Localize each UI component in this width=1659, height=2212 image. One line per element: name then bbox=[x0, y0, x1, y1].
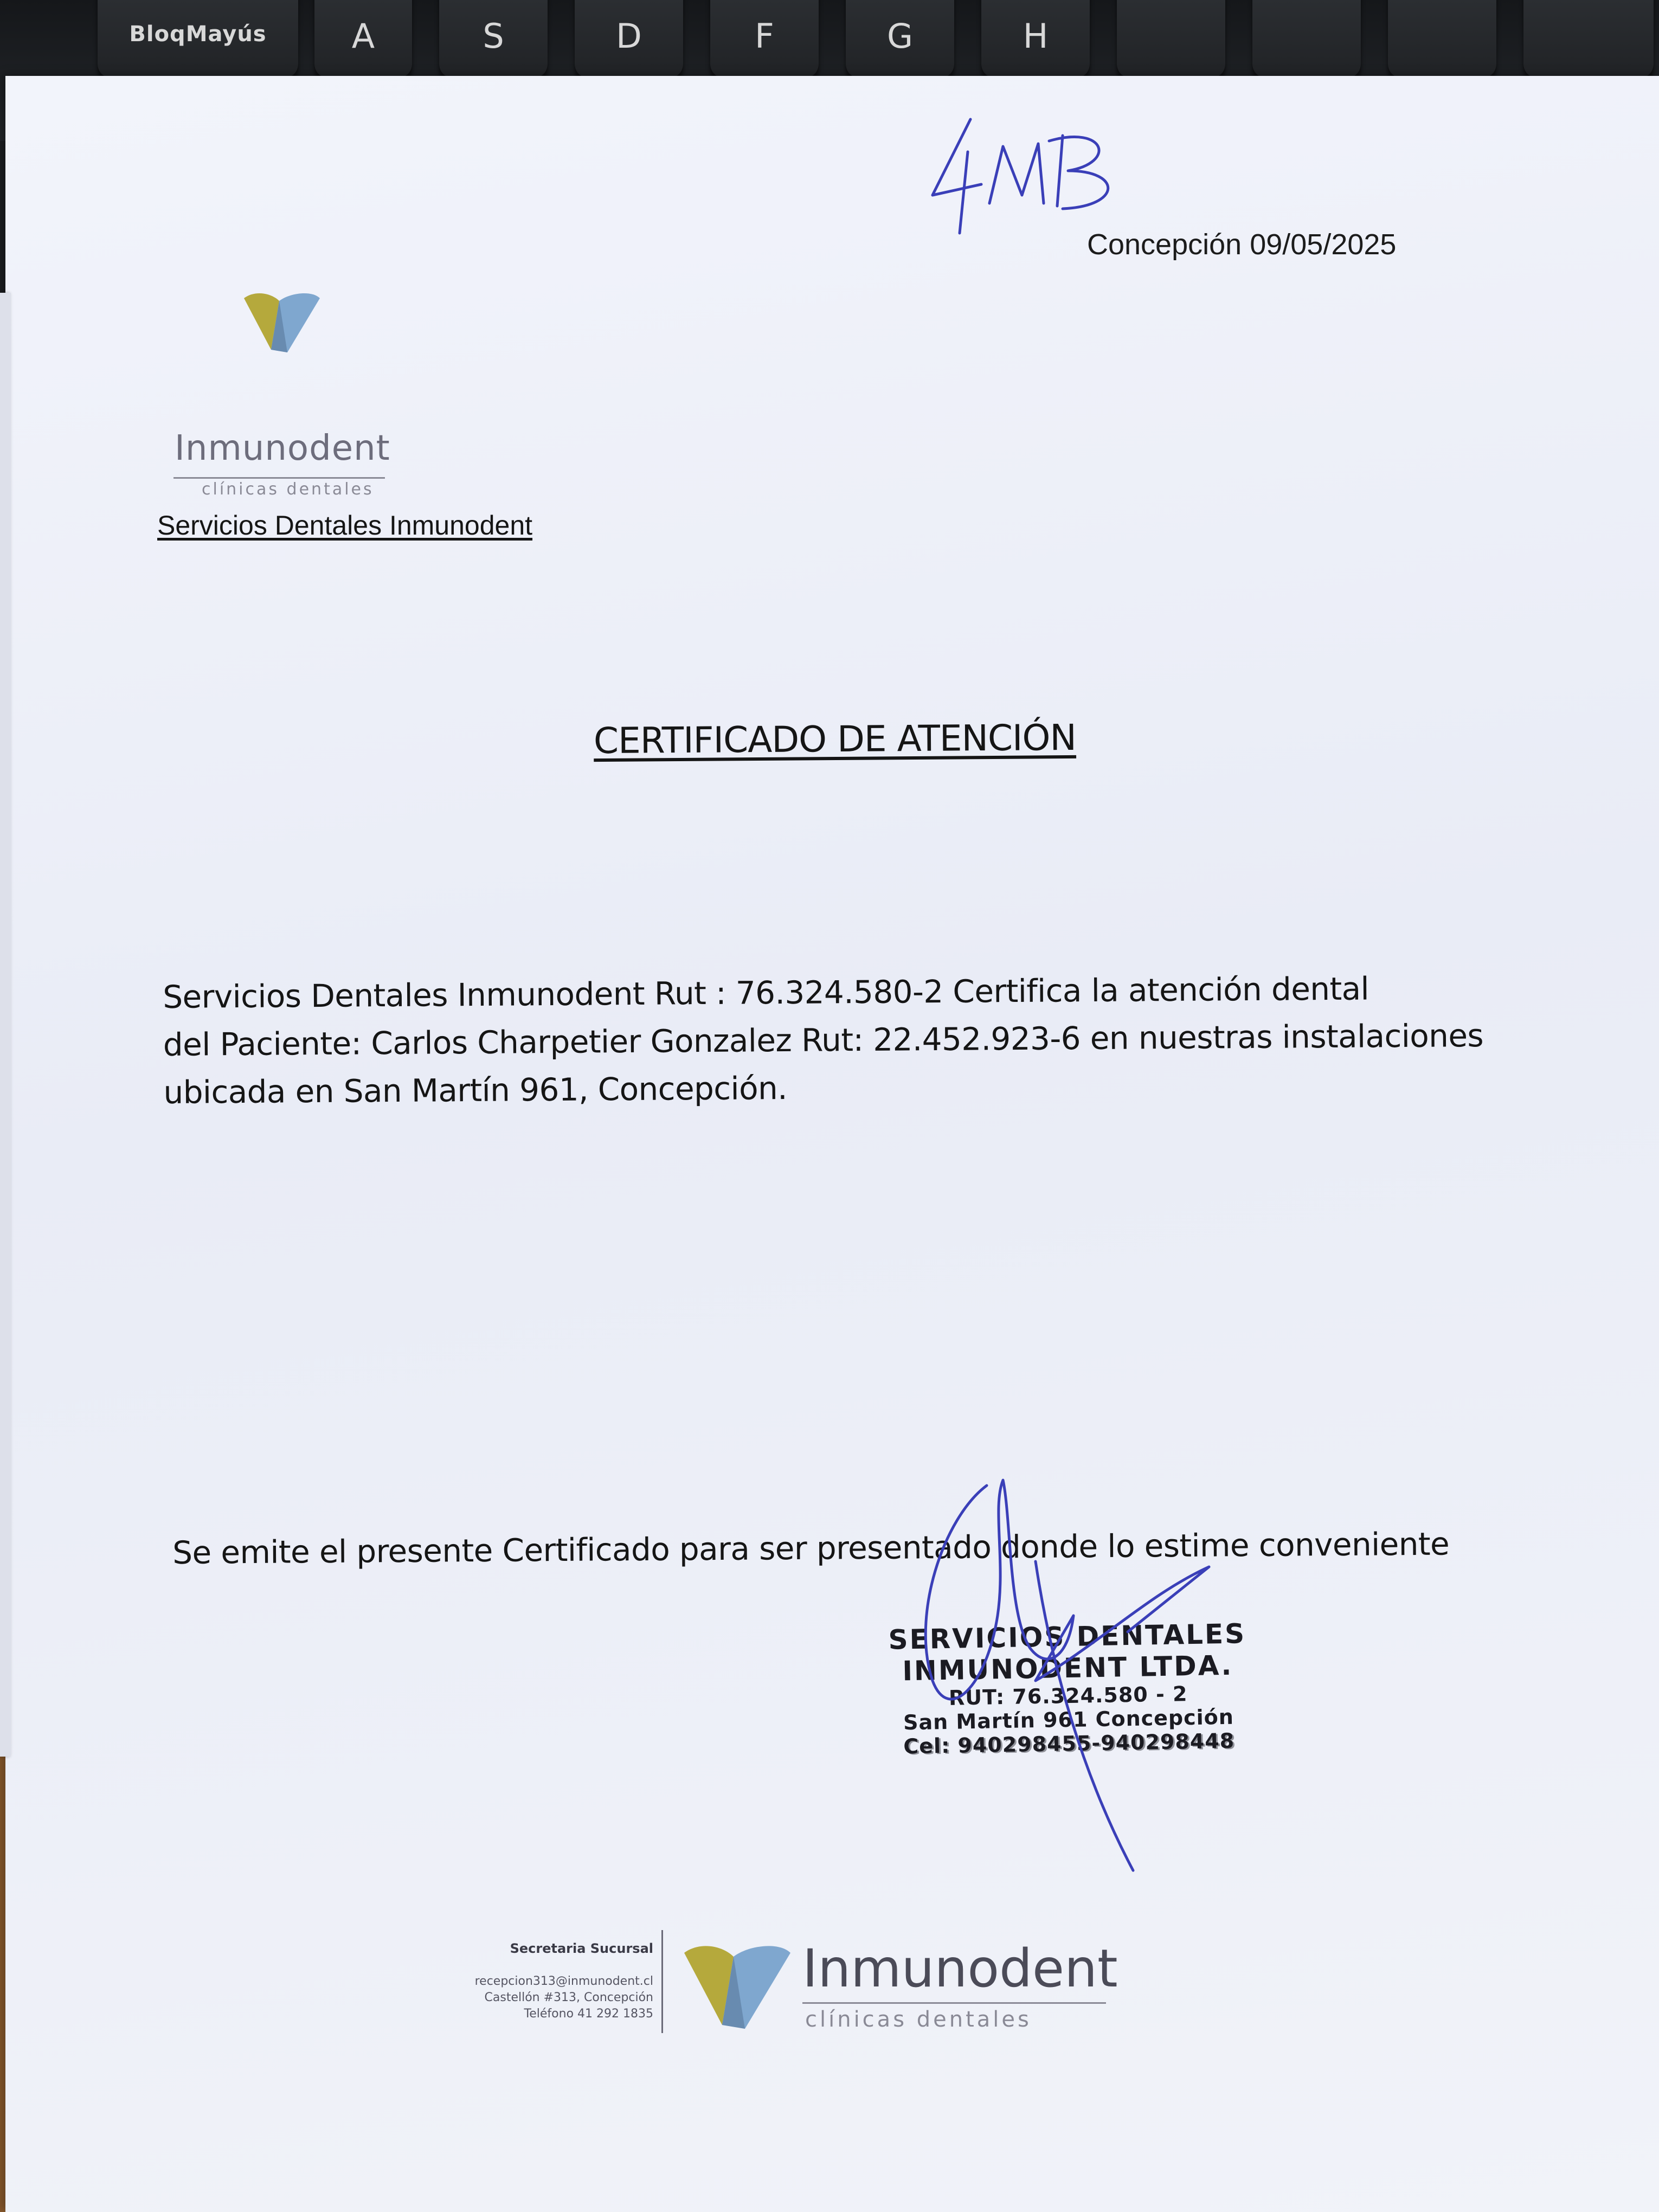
contact-phone: Teléfono 41 292 1835 bbox=[524, 2007, 653, 2021]
key-blank bbox=[1117, 0, 1225, 81]
logo-rule bbox=[173, 477, 385, 479]
key-blank bbox=[1523, 0, 1654, 81]
company-stamp bbox=[872, 1618, 1264, 1759]
footer-branding bbox=[428, 1930, 1133, 2039]
date-line: Concepción 09/05/2025 bbox=[1087, 228, 1397, 261]
stamp-line: RUT: 76.324.580 - 2 bbox=[948, 1682, 1188, 1710]
key-label: H bbox=[1023, 16, 1049, 56]
logo-tagline: clínicas dentales bbox=[202, 480, 374, 499]
certificate-sheet bbox=[5, 76, 1659, 2212]
key-blank bbox=[1252, 0, 1361, 81]
key-blank bbox=[1388, 0, 1496, 81]
key-label: BloqMayús bbox=[129, 22, 267, 47]
tooth-logo-icon bbox=[680, 1938, 794, 2036]
footer-rule bbox=[802, 2002, 1106, 2004]
body-line: ubicada en San Martín 961, Concepción. bbox=[163, 1069, 788, 1111]
logo-brand-text: Inmunodent bbox=[175, 428, 390, 468]
key-label: D bbox=[616, 16, 642, 56]
org-name: Servicios Dentales Inmunodent bbox=[157, 510, 533, 541]
footer-brand-text: Inmunodent bbox=[802, 1938, 1118, 1999]
contact-email: recepcion313@inmunodent.cl bbox=[474, 1975, 653, 1988]
closing-statement: Se emite el presente Certificado para ser presentado donde lo estime conveniente bbox=[172, 1525, 1450, 1571]
body-line: del Paciente: Carlos Charpetier Gonzalez Rut: 22.452.923-6 en nuestras instalaciones bbox=[163, 1017, 1484, 1063]
key-h bbox=[981, 0, 1090, 81]
certificate-body bbox=[163, 963, 1552, 1116]
inmunodent-logo bbox=[168, 290, 396, 507]
stamp-line: San Martín 961 Concepción bbox=[903, 1705, 1234, 1735]
key-d bbox=[575, 0, 683, 81]
key-label: G bbox=[886, 16, 914, 56]
key-s bbox=[439, 0, 548, 81]
key-label: A bbox=[351, 16, 375, 56]
key-a bbox=[314, 0, 412, 81]
key-f bbox=[710, 0, 819, 81]
footer-tagline: clínicas dentales bbox=[805, 2007, 1032, 2032]
tooth-logo-icon bbox=[241, 290, 323, 355]
contact-address: Castellón #313, Concepción bbox=[484, 1991, 653, 2004]
key-label: S bbox=[483, 16, 504, 56]
handwritten-note bbox=[927, 103, 1133, 244]
key-caps-lock bbox=[98, 0, 298, 81]
document-title: CERTIFICADO DE ATENCIÓN bbox=[593, 716, 1077, 762]
footer-divider bbox=[661, 1930, 663, 2033]
stamp-line: Cel: 940298455-940298448 bbox=[903, 1728, 1235, 1759]
key-g bbox=[846, 0, 954, 81]
stamp-line: SERVICIOS DENTALES bbox=[888, 1618, 1246, 1656]
footer-contact bbox=[475, 1941, 653, 2022]
key-label: F bbox=[755, 16, 774, 56]
body-line: Servicios Dentales Inmunodent Rut : 76.324.580-2 Certifica la atención dental bbox=[163, 970, 1369, 1015]
contact-title: Secretaria Sucursal bbox=[510, 1941, 653, 1956]
stamp-line: INMUNODENT LTDA. bbox=[902, 1649, 1233, 1687]
